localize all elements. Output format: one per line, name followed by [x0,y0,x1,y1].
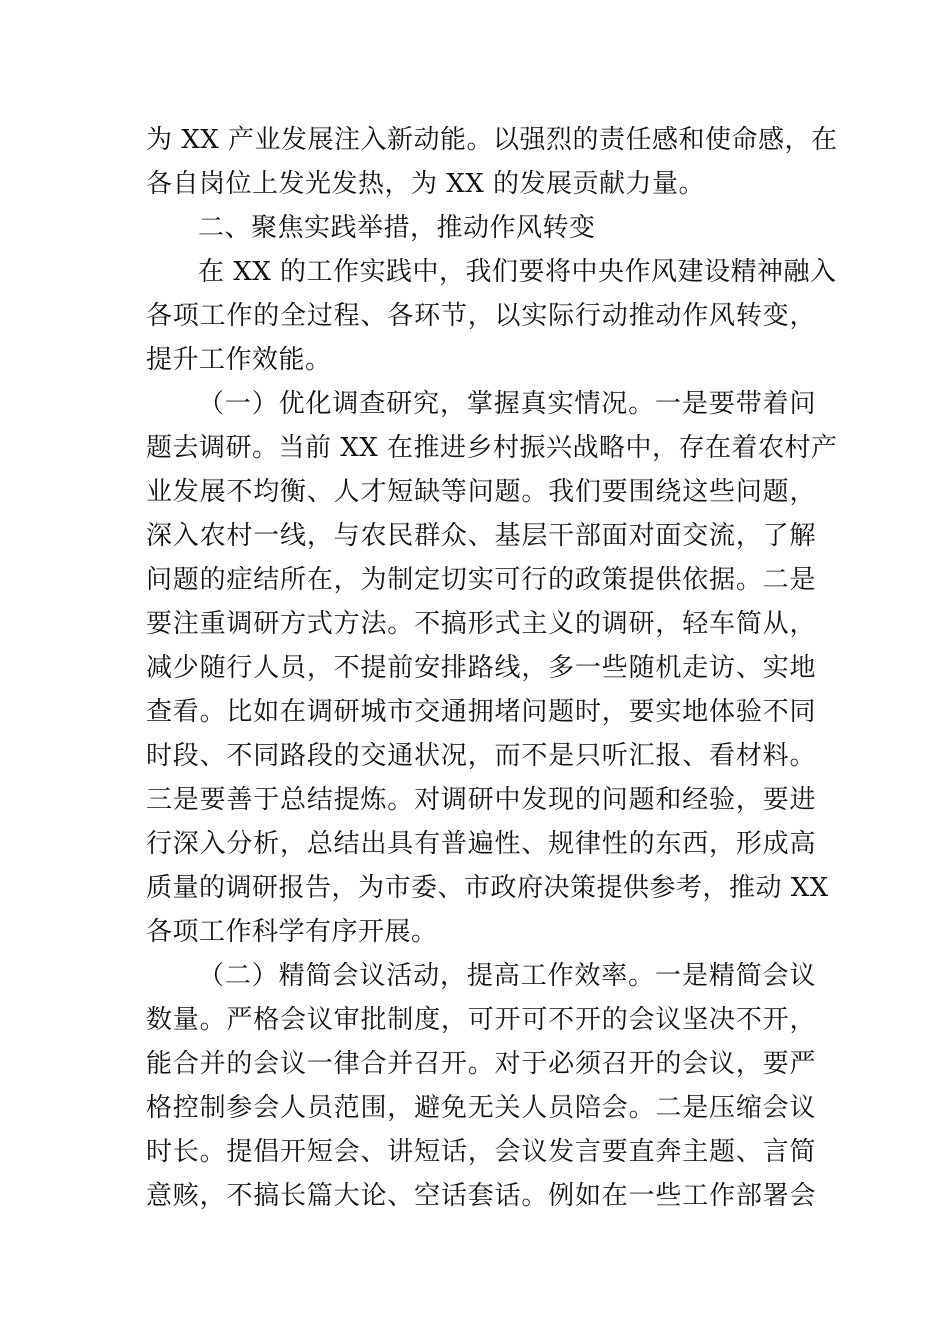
paragraph-line: 时段、不同路段的交通状况，而不是只听汇报、看材料。 [146,741,816,771]
section-heading: 二、聚焦实践举措，推动作风转变 [198,213,596,243]
paragraph-line: 数量。严格会议审批制度，可开可不开的会议坚决不开， [146,1005,816,1035]
paragraph-line: 深入农村一线，与农民群众、基层干部面对面交流，了解 [146,521,816,551]
paragraph-line: 题去调研。当前 XX 在推进乡村振兴战略中，存在着农村产 [146,433,838,463]
paragraph-line: 减少随行人员，不提前安排路线，多一些随机走访、实地 [146,653,816,683]
paragraph-line: 各项工作科学有序开展。 [146,917,438,947]
paragraph-line: 时长。提倡开短会、讲短话，会议发言要直奔主题、言简 [146,1137,816,1167]
paragraph-line: 提升工作效能。 [146,345,332,375]
paragraph-line: 意赅，不搞长篇大论、空话套话。例如在一些工作部署会 [146,1181,816,1211]
paragraph-line: 各项工作的全过程、各环节，以实际行动推动作风转变， [146,301,816,331]
paragraph-line: 各自岗位上发光发热，为 XX 的发展贡献力量。 [146,169,706,199]
paragraph-line: 问题的症结所在，为制定切实可行的政策提供依据。二是 [146,565,816,595]
paragraph-line: 要注重调研方式方法。不搞形式主义的调研，轻车简从， [146,609,816,639]
paragraph-line: 业发展不均衡、人才短缺等问题。我们要围绕这些问题， [146,477,816,507]
paragraph-line: 格控制参会人员范围，避免无关人员陪会。二是压缩会议 [146,1093,816,1123]
paragraph-line: （二）精简会议活动，提高工作效率。一是精简会议 [198,961,816,991]
paragraph-line: 能合并的会议一律合并召开。对于必须召开的会议，要严 [146,1049,816,1079]
paragraph-line: 为 XX 产业发展注入新动能。以强烈的责任感和使命感，在 [146,125,838,155]
paragraph-line: 查看。比如在调研城市交通拥堵问题时，要实地体验不同 [146,697,816,727]
paragraph-line: 质量的调研报告，为市委、市政府决策提供参考，推动 XX [146,873,829,903]
paragraph-line: （一）优化调查研究，掌握真实情况。一是要带着问 [198,389,816,419]
paragraph-line: 三是要善于总结提炼。对调研中发现的问题和经验，要进 [146,785,816,815]
paragraph-line: 行深入分析，总结出具有普遍性、规律性的东西，形成高 [146,829,816,859]
paragraph-line: 在 XX 的工作实践中，我们要将中央作风建设精神融入 [198,257,837,287]
